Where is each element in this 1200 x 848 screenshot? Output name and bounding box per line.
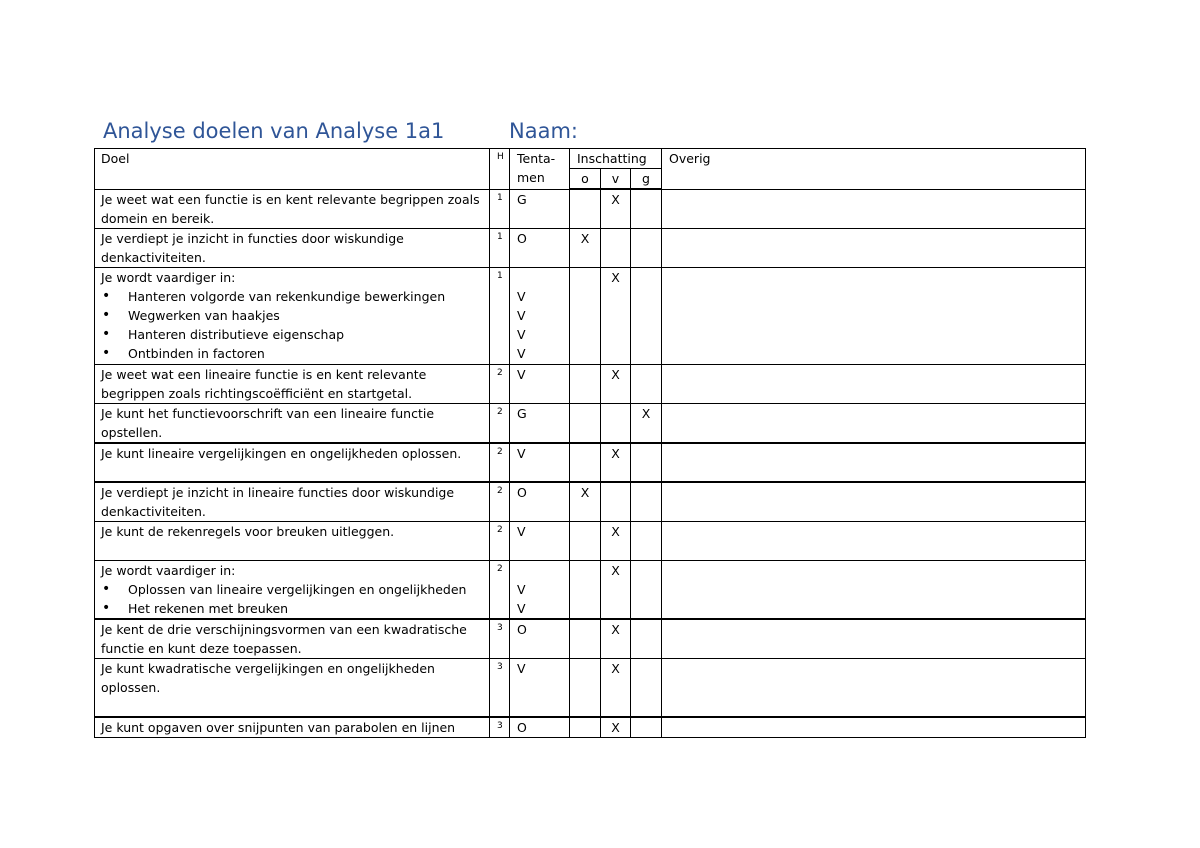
- goals-table: [94, 148, 1086, 738]
- h-cell: 3: [490, 717, 510, 738]
- tentamen-item: V: [517, 307, 526, 323]
- g-cell: [631, 561, 662, 620]
- h-cell: 3: [490, 619, 510, 659]
- o-cell: X: [570, 482, 601, 522]
- tentamen-cell: O: [510, 482, 570, 522]
- tentamen-cell: V: [510, 522, 570, 561]
- g-cell: [631, 228, 662, 267]
- tentamen-cell: [510, 561, 570, 620]
- h-cell: 2: [490, 443, 510, 482]
- table-row: [95, 561, 1086, 620]
- overig-cell: [662, 228, 1086, 267]
- g-cell: [631, 482, 662, 522]
- v-cell: X: [601, 561, 631, 620]
- overig-cell: [662, 364, 1086, 403]
- v-cell: X: [601, 659, 631, 717]
- tentamen-cell: [510, 267, 570, 364]
- o-cell: [570, 561, 601, 620]
- v-cell: X: [601, 267, 631, 364]
- o-cell: [570, 659, 601, 717]
- overig-cell: [662, 522, 1086, 561]
- v-cell: X: [601, 522, 631, 561]
- tentamen-item: V: [517, 345, 526, 361]
- v-cell: X: [601, 364, 631, 403]
- bullet-item: • Oplossen van lineaire vergelijkingen en ongelijkheden: [101, 580, 489, 599]
- tentamen-item: V: [517, 601, 526, 616]
- o-cell: [570, 619, 601, 659]
- overig-cell: [662, 189, 1086, 228]
- doel-cell: Je kunt kwadratische vergelijkingen en ongelijkheden oplossen.: [95, 659, 490, 717]
- tentamen-item: V: [517, 326, 526, 342]
- header-h: H: [490, 149, 510, 190]
- doel-cell: Je kunt de rekenregels voor breuken uitleggen.: [95, 522, 490, 561]
- g-cell: [631, 619, 662, 659]
- table-row: [95, 189, 1086, 228]
- table-row: [95, 522, 1086, 561]
- table-row: [95, 619, 1086, 659]
- header-inschatting: Inschatting: [570, 149, 662, 169]
- bullet-item: • Ontbinden in factoren: [101, 344, 489, 363]
- doel-cell: Je verdiept je inzicht in functies door wiskundige denkactiviteiten.: [95, 228, 490, 267]
- o-cell: [570, 364, 601, 403]
- h-cell: 3: [490, 659, 510, 717]
- doel-cell: [95, 267, 490, 364]
- bullet-item: • Wegwerken van haakjes: [101, 306, 489, 325]
- tentamen-cell: V: [510, 364, 570, 403]
- header-v: v: [601, 169, 631, 190]
- header-tentamen-line2: men: [517, 170, 545, 185]
- table-row: [95, 443, 1086, 482]
- doel-cell: Je kunt opgaven over snijpunten van parabolen en lijnen: [95, 717, 490, 738]
- doel-intro: Je wordt vaardiger in:: [101, 563, 236, 578]
- overig-cell: [662, 717, 1086, 738]
- tentamen-cell: G: [510, 403, 570, 443]
- naam-label: Naam:: [509, 119, 578, 143]
- header-tentamen: [510, 149, 570, 190]
- doel-cell: Je kunt lineaire vergelijkingen en ongelijkheden oplossen.: [95, 443, 490, 482]
- h-cell: 1: [490, 267, 510, 364]
- tentamen-cell: O: [510, 717, 570, 738]
- overig-cell: [662, 403, 1086, 443]
- o-cell: X: [570, 228, 601, 267]
- table-row: [95, 364, 1086, 403]
- bullet-list: [101, 287, 489, 363]
- h-cell: 1: [490, 228, 510, 267]
- document-title: [103, 119, 578, 143]
- doel-cell: Je verdiept je inzicht in lineaire functies door wiskundige denkactiviteiten.: [95, 482, 490, 522]
- page-title: Analyse doelen van Analyse 1a1: [103, 119, 445, 143]
- g-cell: [631, 364, 662, 403]
- doel-cell: [95, 561, 490, 620]
- doel-cell: Je kent de drie verschijningsvormen van een kwadratische functie en kunt deze toepassen.: [95, 619, 490, 659]
- v-cell: X: [601, 717, 631, 738]
- overig-cell: [662, 659, 1086, 717]
- g-cell: X: [631, 403, 662, 443]
- tentamen-cell: O: [510, 619, 570, 659]
- bullet-list: [101, 580, 489, 618]
- doel-cell: Je weet wat een lineaire functie is en kent relevante begrippen zoals richtingscoëfficiënt en startgetal.: [95, 364, 490, 403]
- o-cell: [570, 522, 601, 561]
- overig-cell: [662, 561, 1086, 620]
- g-cell: [631, 443, 662, 482]
- v-cell: [601, 403, 631, 443]
- overig-cell: [662, 482, 1086, 522]
- table-row: [95, 403, 1086, 443]
- g-cell: [631, 522, 662, 561]
- h-cell: 2: [490, 364, 510, 403]
- v-cell: [601, 228, 631, 267]
- overig-cell: [662, 443, 1086, 482]
- header-overig: Overig: [662, 149, 1086, 190]
- doel-cell: Je kunt het functievoorschrift van een lineaire functie opstellen.: [95, 403, 490, 443]
- v-cell: X: [601, 443, 631, 482]
- tentamen-item: V: [517, 288, 526, 304]
- v-cell: [601, 482, 631, 522]
- tentamen-cell: V: [510, 659, 570, 717]
- h-cell: 2: [490, 482, 510, 522]
- tentamen-item: V: [517, 582, 526, 597]
- table-row: [95, 267, 1086, 364]
- overig-cell: [662, 619, 1086, 659]
- g-cell: [631, 717, 662, 738]
- o-cell: [570, 717, 601, 738]
- header-g: g: [631, 169, 662, 190]
- table-row: [95, 228, 1086, 267]
- header-doel: Doel: [95, 149, 490, 190]
- g-cell: [631, 189, 662, 228]
- v-cell: X: [601, 619, 631, 659]
- h-cell: 2: [490, 522, 510, 561]
- overig-cell: [662, 267, 1086, 364]
- v-cell: X: [601, 189, 631, 228]
- g-cell: [631, 267, 662, 364]
- h-cell: 2: [490, 561, 510, 620]
- h-cell: 2: [490, 403, 510, 443]
- table-row: [95, 482, 1086, 522]
- o-cell: [570, 189, 601, 228]
- bullet-item: • Het rekenen met breuken: [101, 599, 489, 618]
- table-row: [95, 659, 1086, 717]
- o-cell: [570, 443, 601, 482]
- header-o: o: [570, 169, 601, 190]
- doel-cell: Je weet wat een functie is en kent relevante begrippen zoals domein en bereik.: [95, 189, 490, 228]
- o-cell: [570, 403, 601, 443]
- tentamen-cell: V: [510, 443, 570, 482]
- o-cell: [570, 267, 601, 364]
- header-tentamen-line1: Tenta-: [517, 151, 556, 166]
- bullet-item: • Hanteren volgorde van rekenkundige bewerkingen: [101, 287, 489, 306]
- tentamen-cell: O: [510, 228, 570, 267]
- g-cell: [631, 659, 662, 717]
- doel-intro: Je wordt vaardiger in:: [101, 269, 236, 285]
- h-cell: 1: [490, 189, 510, 228]
- bullet-item: • Hanteren distributieve eigenschap: [101, 325, 489, 344]
- tentamen-cell: G: [510, 189, 570, 228]
- table-row: [95, 717, 1086, 738]
